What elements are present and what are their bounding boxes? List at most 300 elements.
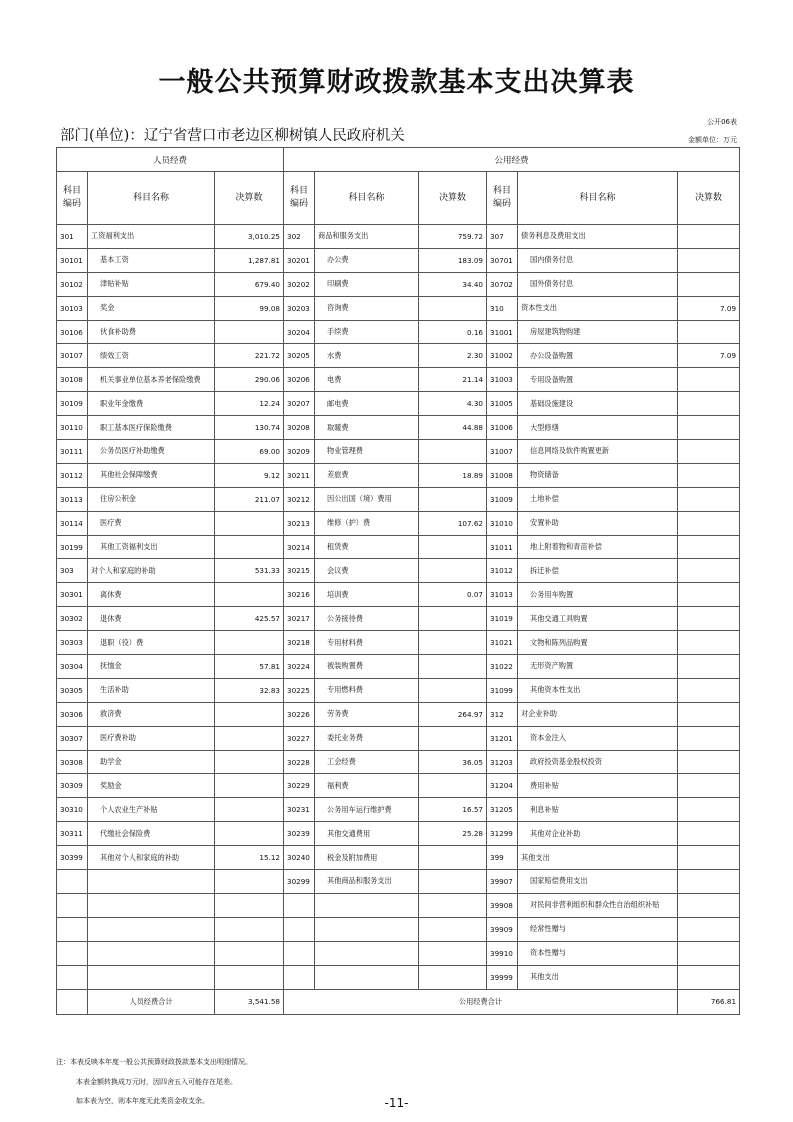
amount: 3,010.25: [215, 225, 284, 249]
subject-name: 水费: [315, 344, 419, 368]
subject-name: 差旅费: [315, 463, 419, 487]
subject-code: 30211: [284, 463, 315, 487]
subject-code: [284, 941, 315, 965]
subject-code: 30231: [284, 798, 315, 822]
subject-code: 30109: [57, 392, 88, 416]
amount: [215, 583, 284, 607]
table-row: [57, 941, 740, 965]
table-row: [57, 965, 740, 989]
subject-name: 办公费: [315, 248, 419, 272]
subject-code: 31299: [487, 822, 518, 846]
subject-code: [284, 893, 315, 917]
subject-code: 31021: [487, 631, 518, 655]
subject-name: 医疗费: [88, 511, 215, 535]
table-row: [57, 583, 740, 607]
amount: [419, 607, 487, 631]
subject-name: 基本工资: [88, 248, 215, 272]
subject-code: 30311: [57, 822, 88, 846]
amount: [215, 941, 284, 965]
subject-code: 31006: [487, 416, 518, 440]
subject-code: 30113: [57, 487, 88, 511]
note-line: 注：本表反映本年度一般公共预算财政拨款基本支出明细情况。: [56, 1058, 252, 1066]
amount: 107.62: [419, 511, 487, 535]
subject-name: [315, 893, 419, 917]
amount-header: 决算数: [215, 172, 284, 225]
subject-code: 30213: [284, 511, 315, 535]
table-row: [57, 511, 740, 535]
subject-name: 地上附着物和青苗补偿: [518, 535, 678, 559]
subject-name: 奖金: [88, 296, 215, 320]
totals-row: [57, 989, 740, 1014]
amount: 759.72: [419, 225, 487, 249]
subject-code: 30229: [284, 774, 315, 798]
amount: 183.09: [419, 248, 487, 272]
amount-unit: 金额单位：万元: [688, 136, 737, 144]
amount: [419, 893, 487, 917]
amount: [419, 559, 487, 583]
subject-name: 资本金注入: [518, 726, 678, 750]
subject-name: 对个人和家庭的补助: [88, 559, 215, 583]
subject-name: 国家赔偿费用支出: [518, 870, 678, 894]
subject-name: 资本性赠与: [518, 941, 678, 965]
subject-code: 31099: [487, 678, 518, 702]
subject-code: 30217: [284, 607, 315, 631]
subject-code: 31203: [487, 750, 518, 774]
subject-code: [57, 870, 88, 894]
subject-code: 31010: [487, 511, 518, 535]
amount: 679.40: [215, 272, 284, 296]
subject-code: 39999: [487, 965, 518, 989]
subject-name: 抚恤金: [88, 655, 215, 679]
amount: 1,287.81: [215, 248, 284, 272]
amount: 25.28: [419, 822, 487, 846]
amount: [419, 965, 487, 989]
subject-name: 工会经费: [315, 750, 419, 774]
subject-code: 30103: [57, 296, 88, 320]
expenditure-table: [56, 147, 740, 1015]
subject-name: 伙食补助费: [88, 320, 215, 344]
amount: 211.07: [215, 487, 284, 511]
amount: [215, 965, 284, 989]
table-row: [57, 774, 740, 798]
subject-code: 30201: [284, 248, 315, 272]
amount: [419, 774, 487, 798]
table-row: [57, 702, 740, 726]
subject-code: 307: [487, 225, 518, 249]
subject-name: 手续费: [315, 320, 419, 344]
subject-code: 30216: [284, 583, 315, 607]
amount: [215, 750, 284, 774]
subject-code: 30304: [57, 655, 88, 679]
amount: [419, 655, 487, 679]
subject-name: 对民间非营利组织和群众性自治组织补贴: [518, 893, 678, 917]
amount: [419, 726, 487, 750]
personnel-group-header: 人员经费: [57, 148, 284, 172]
amount: 4.30: [419, 392, 487, 416]
subject-name: 职工基本医疗保险缴费: [88, 416, 215, 440]
amount: [419, 678, 487, 702]
subject-code: 30301: [57, 583, 88, 607]
amount: [678, 702, 740, 726]
subject-code: 39907: [487, 870, 518, 894]
public-total-label: 公用经费合计: [284, 989, 678, 1014]
subject-code: 30112: [57, 463, 88, 487]
subject-name: 咨询费: [315, 296, 419, 320]
subject-name: 税金及附加费用: [315, 846, 419, 870]
amount-header: 决算数: [419, 172, 487, 225]
amount: 531.33: [215, 559, 284, 583]
subject-code: 31022: [487, 655, 518, 679]
subject-name: 其他对企业补助: [518, 822, 678, 846]
public-group-header: 公用经费: [284, 148, 740, 172]
subject-name: [88, 941, 215, 965]
subject-code: 30702: [487, 272, 518, 296]
subject-name: 无形资产购置: [518, 655, 678, 679]
subject-code: 30208: [284, 416, 315, 440]
subject-name: 个人农业生产补贴: [88, 798, 215, 822]
code-header: 科目 编码: [284, 172, 315, 225]
subject-code: 39910: [487, 941, 518, 965]
personnel-total-label: 人员经费合计: [88, 989, 215, 1014]
name-header: 科目名称: [518, 172, 678, 225]
subject-code: 31007: [487, 440, 518, 464]
amount: 99.08: [215, 296, 284, 320]
amount: 9.12: [215, 463, 284, 487]
subject-name: 公务用车购置: [518, 583, 678, 607]
subject-name: 专用设备购置: [518, 368, 678, 392]
subject-code: 30310: [57, 798, 88, 822]
subject-name: 政府投资基金股权投资: [518, 750, 678, 774]
subject-code: 399: [487, 846, 518, 870]
subject-code: 303: [57, 559, 88, 583]
amount: [678, 798, 740, 822]
table-row: [57, 344, 740, 368]
amount: [678, 941, 740, 965]
subject-code: [57, 917, 88, 941]
subject-name: 退职（役）费: [88, 631, 215, 655]
name-header: 科目名称: [315, 172, 419, 225]
subject-name: [315, 917, 419, 941]
subject-name: 电费: [315, 368, 419, 392]
amount: [678, 416, 740, 440]
amount: [678, 893, 740, 917]
table-row: [57, 846, 740, 870]
page-title: 一般公共预算财政拨款基本支出决算表: [158, 67, 635, 98]
amount: 12.24: [215, 392, 284, 416]
subject-code: 31019: [487, 607, 518, 631]
subject-name: [315, 941, 419, 965]
table-row: [57, 272, 740, 296]
subject-name: 福利费: [315, 774, 419, 798]
table-row: [57, 750, 740, 774]
subject-name: 工资福利支出: [88, 225, 215, 249]
table-row: [57, 225, 740, 249]
subject-name: 代缴社会保险费: [88, 822, 215, 846]
amount: [419, 535, 487, 559]
subject-code: [57, 965, 88, 989]
amount: [215, 917, 284, 941]
amount: [678, 822, 740, 846]
amount: 36.05: [419, 750, 487, 774]
subject-name: 培训费: [315, 583, 419, 607]
subject-code: 30399: [57, 846, 88, 870]
subject-name: [88, 870, 215, 894]
amount: [215, 320, 284, 344]
subject-name: 其他社会保障缴费: [88, 463, 215, 487]
column-header-row: [57, 172, 740, 225]
amount: 264.97: [419, 702, 487, 726]
subject-code: 30207: [284, 392, 315, 416]
public-total-value: 766.81: [678, 989, 740, 1014]
subject-name: 土地补偿: [518, 487, 678, 511]
amount: [678, 846, 740, 870]
amount: [678, 607, 740, 631]
amount: [678, 535, 740, 559]
subject-code: 30307: [57, 726, 88, 750]
subject-name: 利息补贴: [518, 798, 678, 822]
amount: [678, 917, 740, 941]
table-row: [57, 559, 740, 583]
subject-code: 31001: [487, 320, 518, 344]
subject-code: 30215: [284, 559, 315, 583]
amount: 7.09: [678, 296, 740, 320]
subject-code: 301: [57, 225, 88, 249]
subject-name: 商品和服务支出: [315, 225, 419, 249]
subject-code: 31012: [487, 559, 518, 583]
subject-code: 30206: [284, 368, 315, 392]
amount: [678, 678, 740, 702]
amount: [678, 583, 740, 607]
subject-code: 30302: [57, 607, 88, 631]
subject-code: 31009: [487, 487, 518, 511]
subject-name: 费用补贴: [518, 774, 678, 798]
subject-name: 邮电费: [315, 392, 419, 416]
amount: [215, 774, 284, 798]
code-header: 科目 编码: [57, 172, 88, 225]
table-row: [57, 416, 740, 440]
amount: 69.00: [215, 440, 284, 464]
subject-name: 其他交通费用: [315, 822, 419, 846]
subject-name: [88, 893, 215, 917]
subject-code: [57, 893, 88, 917]
subject-code: 31013: [487, 583, 518, 607]
subject-name: 其他交通工具购置: [518, 607, 678, 631]
department-label: 部门(单位)：辽宁省营口市老边区柳树镇人民政府机关: [60, 128, 405, 144]
amount: 18.89: [419, 463, 487, 487]
subject-code: 30303: [57, 631, 88, 655]
subject-name: 其他商品和服务支出: [315, 870, 419, 894]
subject-name: 其他支出: [518, 846, 678, 870]
subject-name: 国内债务付息: [518, 248, 678, 272]
subject-name: 其他支出: [518, 965, 678, 989]
subject-code: 31205: [487, 798, 518, 822]
subject-name: 取暖费: [315, 416, 419, 440]
subject-code: 30227: [284, 726, 315, 750]
subject-name: 生活补助: [88, 678, 215, 702]
amount-header: 决算数: [678, 172, 740, 225]
subject-name: 机关事业单位基本养老保险缴费: [88, 368, 215, 392]
amount: [678, 320, 740, 344]
subject-code: 30111: [57, 440, 88, 464]
subject-code: 31011: [487, 535, 518, 559]
amount: [215, 822, 284, 846]
amount: [215, 798, 284, 822]
subject-name: 劳务费: [315, 702, 419, 726]
subject-name: 安置补助: [518, 511, 678, 535]
subject-name: 助学金: [88, 750, 215, 774]
subject-code: 30107: [57, 344, 88, 368]
amount: 221.72: [215, 344, 284, 368]
subject-name: 会议费: [315, 559, 419, 583]
amount: [678, 631, 740, 655]
subject-code: 30205: [284, 344, 315, 368]
table-row: [57, 917, 740, 941]
subject-code: 30309: [57, 774, 88, 798]
note-line: 如本表为空，则本年度无此类资金收支余。: [76, 1097, 209, 1105]
subject-name: 津贴补贴: [88, 272, 215, 296]
subject-name: 租赁费: [315, 535, 419, 559]
subject-code: 30114: [57, 511, 88, 535]
subject-name: 委托业务费: [315, 726, 419, 750]
amount: [419, 631, 487, 655]
amount: [215, 870, 284, 894]
subject-code: [284, 965, 315, 989]
subject-name: 经常性赠与: [518, 917, 678, 941]
subject-name: 对企业补助: [518, 702, 678, 726]
table-row: [57, 487, 740, 511]
amount: 44.88: [419, 416, 487, 440]
subject-code: 30226: [284, 702, 315, 726]
subject-name: 拆迁补偿: [518, 559, 678, 583]
amount: [419, 487, 487, 511]
amount: [678, 392, 740, 416]
amount: [678, 463, 740, 487]
table-row: [57, 440, 740, 464]
subject-code: 31003: [487, 368, 518, 392]
table-row: [57, 726, 740, 750]
subject-code: 30305: [57, 678, 88, 702]
table-row: [57, 631, 740, 655]
amount: 32.83: [215, 678, 284, 702]
subject-code: 30218: [284, 631, 315, 655]
subject-code: 30209: [284, 440, 315, 464]
subject-code: 30108: [57, 368, 88, 392]
subject-code: 31201: [487, 726, 518, 750]
table-row: [57, 655, 740, 679]
amount: [678, 870, 740, 894]
amount: 290.06: [215, 368, 284, 392]
amount: [678, 559, 740, 583]
table-row: [57, 893, 740, 917]
subject-name: 离休费: [88, 583, 215, 607]
subject-name: 大型修缮: [518, 416, 678, 440]
subject-code: 302: [284, 225, 315, 249]
subject-name: [315, 965, 419, 989]
subject-name: 医疗费补助: [88, 726, 215, 750]
table-row: [57, 368, 740, 392]
amount: [678, 774, 740, 798]
amount: [678, 511, 740, 535]
table-row: [57, 678, 740, 702]
subject-code: 30101: [57, 248, 88, 272]
subject-name: 其他资本性支出: [518, 678, 678, 702]
table-row: [57, 248, 740, 272]
amount: [678, 440, 740, 464]
amount: 130.74: [215, 416, 284, 440]
subject-code: 30225: [284, 678, 315, 702]
subject-code: 30228: [284, 750, 315, 774]
subject-name: 物业管理费: [315, 440, 419, 464]
amount: 57.81: [215, 655, 284, 679]
subject-name: 信息网络及软件购置更新: [518, 440, 678, 464]
subject-code: 30204: [284, 320, 315, 344]
amount: 0.07: [419, 583, 487, 607]
subject-code: 30106: [57, 320, 88, 344]
subject-code: 30239: [284, 822, 315, 846]
group-header-row: [57, 148, 740, 172]
subject-code: 30214: [284, 535, 315, 559]
amount: [215, 702, 284, 726]
amount: 0.16: [419, 320, 487, 344]
table-code: 公开06表: [707, 118, 737, 126]
subject-name: 国外债务付息: [518, 272, 678, 296]
amount: 7.09: [678, 344, 740, 368]
subject-code: 30306: [57, 702, 88, 726]
subject-code: 39908: [487, 893, 518, 917]
subject-code: 30110: [57, 416, 88, 440]
amount: [678, 225, 740, 249]
amount: [678, 368, 740, 392]
subject-name: [88, 917, 215, 941]
amount: [215, 893, 284, 917]
amount: [678, 248, 740, 272]
personnel-total-value: 3,541.58: [215, 989, 284, 1014]
subject-name: 其他对个人和家庭的补助: [88, 846, 215, 870]
subject-name: 公务员医疗补助缴费: [88, 440, 215, 464]
table-row: [57, 463, 740, 487]
amount: 16.57: [419, 798, 487, 822]
subject-name: 其他工资福利支出: [88, 535, 215, 559]
table-row: [57, 392, 740, 416]
table-row: [57, 607, 740, 631]
subject-code: 30203: [284, 296, 315, 320]
amount: [678, 655, 740, 679]
subject-name: 印刷费: [315, 272, 419, 296]
subject-name: 绩效工资: [88, 344, 215, 368]
subject-code: 31002: [487, 344, 518, 368]
amount: [419, 440, 487, 464]
subject-name: 办公设备购置: [518, 344, 678, 368]
subject-code: [57, 941, 88, 965]
amount: [419, 296, 487, 320]
subject-code: 30212: [284, 487, 315, 511]
amount: 21.14: [419, 368, 487, 392]
subject-name: 专用燃料费: [315, 678, 419, 702]
subject-name: 文物和陈列品购置: [518, 631, 678, 655]
name-header: 科目名称: [88, 172, 215, 225]
subject-name: [88, 965, 215, 989]
table-row: [57, 870, 740, 894]
subject-code: 30240: [284, 846, 315, 870]
subject-code: 310: [487, 296, 518, 320]
amount: 2.30: [419, 344, 487, 368]
amount: [215, 535, 284, 559]
subject-name: 公务用车运行维护费: [315, 798, 419, 822]
subject-code: 39909: [487, 917, 518, 941]
amount: [678, 272, 740, 296]
subject-name: 住房公积金: [88, 487, 215, 511]
amount: [215, 511, 284, 535]
